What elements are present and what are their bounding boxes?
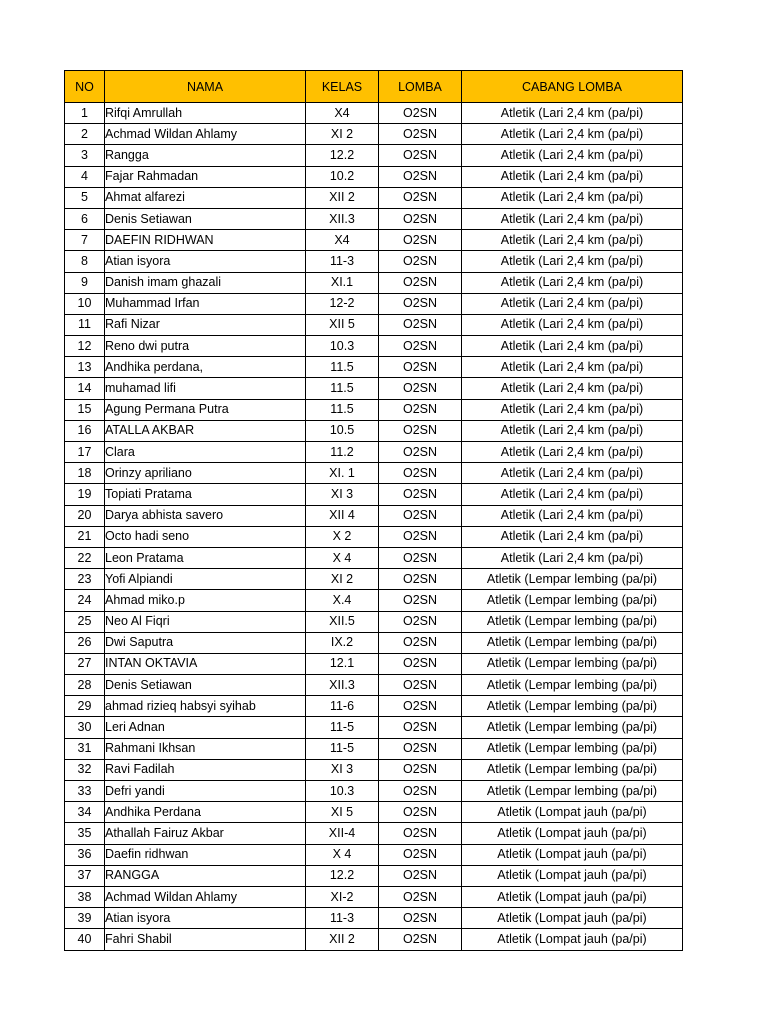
row-number: 13 [65, 357, 105, 378]
class-cell: 11.2 [306, 442, 379, 463]
row-number: 21 [65, 526, 105, 547]
competition-cell: O2SN [379, 865, 462, 886]
competition-cell: O2SN [379, 442, 462, 463]
table-row [65, 526, 683, 547]
competition-cell: O2SN [379, 484, 462, 505]
row-number: 7 [65, 230, 105, 251]
class-cell: X.4 [306, 590, 379, 611]
class-cell: 11-3 [306, 251, 379, 272]
class-cell: XI 2 [306, 124, 379, 145]
table-row [65, 675, 683, 696]
row-number: 33 [65, 781, 105, 802]
table-row [65, 463, 683, 484]
row-number: 4 [65, 166, 105, 187]
participant-table [64, 70, 683, 951]
class-cell: 11-3 [306, 908, 379, 929]
participant-name: ATALLA AKBAR [105, 420, 306, 441]
class-cell: X4 [306, 103, 379, 124]
table-row [65, 357, 683, 378]
class-cell: XII 4 [306, 505, 379, 526]
competition-cell: O2SN [379, 399, 462, 420]
table-row [65, 929, 683, 950]
participant-name: Clara [105, 442, 306, 463]
table-row [65, 166, 683, 187]
competition-cell: O2SN [379, 886, 462, 907]
sport-branch-cell: Atletik (Lari 2,4 km (pa/pi) [462, 145, 683, 166]
participant-name: Rahmani Ikhsan [105, 738, 306, 759]
sport-branch-cell: Atletik (Lari 2,4 km (pa/pi) [462, 208, 683, 229]
row-number: 28 [65, 675, 105, 696]
table-row [65, 187, 683, 208]
table-row [65, 653, 683, 674]
sport-branch-cell: Atletik (Lari 2,4 km (pa/pi) [462, 484, 683, 505]
competition-cell: O2SN [379, 611, 462, 632]
competition-cell: O2SN [379, 675, 462, 696]
table-row [65, 844, 683, 865]
participant-name: Darya abhista savero [105, 505, 306, 526]
row-number: 10 [65, 293, 105, 314]
sport-branch-cell: Atletik (Lompat jauh (pa/pi) [462, 823, 683, 844]
participant-name: Denis Setiawan [105, 208, 306, 229]
competition-cell: O2SN [379, 251, 462, 272]
row-number: 14 [65, 378, 105, 399]
participant-name: Atian isyora [105, 251, 306, 272]
sport-branch-cell: Atletik (Lari 2,4 km (pa/pi) [462, 505, 683, 526]
competition-cell: O2SN [379, 781, 462, 802]
participant-name: Leri Adnan [105, 717, 306, 738]
class-cell: X 4 [306, 844, 379, 865]
sport-branch-cell: Atletik (Lempar lembing (pa/pi) [462, 738, 683, 759]
participant-name: Topiati Pratama [105, 484, 306, 505]
row-number: 24 [65, 590, 105, 611]
participant-name: Rafi Nizar [105, 314, 306, 335]
class-cell: 10.2 [306, 166, 379, 187]
sport-branch-cell: Atletik (Lari 2,4 km (pa/pi) [462, 420, 683, 441]
row-number: 32 [65, 759, 105, 780]
row-number: 27 [65, 653, 105, 674]
class-cell: 12.2 [306, 865, 379, 886]
class-cell: XI.1 [306, 272, 379, 293]
row-number: 15 [65, 399, 105, 420]
class-cell: XII 5 [306, 314, 379, 335]
competition-cell: O2SN [379, 717, 462, 738]
sport-branch-cell: Atletik (Lari 2,4 km (pa/pi) [462, 124, 683, 145]
competition-cell: O2SN [379, 463, 462, 484]
competition-cell: O2SN [379, 929, 462, 950]
competition-cell: O2SN [379, 336, 462, 357]
row-number: 1 [65, 103, 105, 124]
row-number: 39 [65, 908, 105, 929]
competition-cell: O2SN [379, 526, 462, 547]
row-number: 20 [65, 505, 105, 526]
table-row [65, 908, 683, 929]
table-row [65, 442, 683, 463]
table-row [65, 420, 683, 441]
table-row [65, 886, 683, 907]
row-number: 37 [65, 865, 105, 886]
sport-branch-cell: Atletik (Lari 2,4 km (pa/pi) [462, 251, 683, 272]
table-row [65, 717, 683, 738]
sport-branch-cell: Atletik (Lempar lembing (pa/pi) [462, 611, 683, 632]
class-cell: X 2 [306, 526, 379, 547]
sport-branch-cell: Atletik (Lempar lembing (pa/pi) [462, 781, 683, 802]
table-row [65, 738, 683, 759]
row-number: 26 [65, 632, 105, 653]
row-number: 11 [65, 314, 105, 335]
participant-name: Octo hadi seno [105, 526, 306, 547]
competition-cell: O2SN [379, 124, 462, 145]
sport-branch-cell: Atletik (Lempar lembing (pa/pi) [462, 675, 683, 696]
competition-cell: O2SN [379, 908, 462, 929]
row-number: 31 [65, 738, 105, 759]
competition-cell: O2SN [379, 653, 462, 674]
participant-name: Ravi Fadilah [105, 759, 306, 780]
sport-branch-cell: Atletik (Lari 2,4 km (pa/pi) [462, 357, 683, 378]
sport-branch-cell: Atletik (Lari 2,4 km (pa/pi) [462, 463, 683, 484]
participant-name: Achmad Wildan Ahlamy [105, 886, 306, 907]
table-row [65, 865, 683, 886]
class-cell: XII 2 [306, 929, 379, 950]
class-cell: XI 3 [306, 759, 379, 780]
row-number: 12 [65, 336, 105, 357]
class-cell: XII.3 [306, 675, 379, 696]
participant-name: Athallah Fairuz Akbar [105, 823, 306, 844]
sport-branch-cell: Atletik (Lari 2,4 km (pa/pi) [462, 526, 683, 547]
participant-name: INTAN OKTAVIA [105, 653, 306, 674]
competition-cell: O2SN [379, 823, 462, 844]
table-row [65, 781, 683, 802]
class-cell: 11.5 [306, 357, 379, 378]
row-number: 17 [65, 442, 105, 463]
class-cell: 11-5 [306, 717, 379, 738]
table-row [65, 399, 683, 420]
table-row [65, 336, 683, 357]
sport-branch-cell: Atletik (Lari 2,4 km (pa/pi) [462, 272, 683, 293]
class-cell: XII.5 [306, 611, 379, 632]
table-row [65, 208, 683, 229]
table-row [65, 124, 683, 145]
competition-cell: O2SN [379, 696, 462, 717]
table-row [65, 272, 683, 293]
competition-cell: O2SN [379, 590, 462, 611]
participant-name: Orinzy apriliano [105, 463, 306, 484]
row-number: 8 [65, 251, 105, 272]
class-cell: XI. 1 [306, 463, 379, 484]
table-body [65, 103, 683, 951]
competition-cell: O2SN [379, 145, 462, 166]
sport-branch-cell: Atletik (Lari 2,4 km (pa/pi) [462, 166, 683, 187]
sport-branch-cell: Atletik (Lari 2,4 km (pa/pi) [462, 187, 683, 208]
competition-cell: O2SN [379, 378, 462, 399]
class-cell: 11.5 [306, 399, 379, 420]
competition-cell: O2SN [379, 208, 462, 229]
sport-branch-cell: Atletik (Lompat jauh (pa/pi) [462, 844, 683, 865]
class-cell: 12.2 [306, 145, 379, 166]
competition-cell: O2SN [379, 759, 462, 780]
class-cell: 12.1 [306, 653, 379, 674]
class-cell: 11.5 [306, 378, 379, 399]
sport-branch-cell: Atletik (Lompat jauh (pa/pi) [462, 802, 683, 823]
competition-cell: O2SN [379, 187, 462, 208]
row-number: 16 [65, 420, 105, 441]
class-cell: XII.3 [306, 208, 379, 229]
class-cell: XI 2 [306, 569, 379, 590]
row-number: 34 [65, 802, 105, 823]
row-number: 6 [65, 208, 105, 229]
row-number: 22 [65, 547, 105, 568]
row-number: 40 [65, 929, 105, 950]
table-row [65, 230, 683, 251]
class-cell: 11-6 [306, 696, 379, 717]
column-header-nama: NAMA [105, 71, 306, 103]
table-row [65, 547, 683, 568]
class-cell: 11-5 [306, 738, 379, 759]
participant-name: Danish imam ghazali [105, 272, 306, 293]
class-cell: X 4 [306, 547, 379, 568]
table-row [65, 103, 683, 124]
participant-name: Defri yandi [105, 781, 306, 802]
column-header-lomba: LOMBA [379, 71, 462, 103]
competition-cell: O2SN [379, 632, 462, 653]
participant-name: Andhika perdana, [105, 357, 306, 378]
sport-branch-cell: Atletik (Lempar lembing (pa/pi) [462, 632, 683, 653]
table-row [65, 145, 683, 166]
table-row [65, 590, 683, 611]
participant-name: Denis Setiawan [105, 675, 306, 696]
participant-name: Rifqi Amrullah [105, 103, 306, 124]
class-cell: XI 3 [306, 484, 379, 505]
competition-cell: O2SN [379, 166, 462, 187]
table-row [65, 759, 683, 780]
table-row [65, 378, 683, 399]
participant-name: Neo Al Fiqri [105, 611, 306, 632]
participant-name: Achmad Wildan Ahlamy [105, 124, 306, 145]
table-row [65, 251, 683, 272]
sport-branch-cell: Atletik (Lari 2,4 km (pa/pi) [462, 230, 683, 251]
class-cell: XII 2 [306, 187, 379, 208]
sport-branch-cell: Atletik (Lari 2,4 km (pa/pi) [462, 293, 683, 314]
table-row [65, 293, 683, 314]
sport-branch-cell: Atletik (Lempar lembing (pa/pi) [462, 590, 683, 611]
participant-name: muhamad lifi [105, 378, 306, 399]
competition-cell: O2SN [379, 314, 462, 335]
row-number: 9 [65, 272, 105, 293]
sport-branch-cell: Atletik (Lompat jauh (pa/pi) [462, 886, 683, 907]
sport-branch-cell: Atletik (Lempar lembing (pa/pi) [462, 653, 683, 674]
row-number: 25 [65, 611, 105, 632]
class-cell: 12-2 [306, 293, 379, 314]
competition-cell: O2SN [379, 103, 462, 124]
sport-branch-cell: Atletik (Lari 2,4 km (pa/pi) [462, 314, 683, 335]
sport-branch-cell: Atletik (Lompat jauh (pa/pi) [462, 865, 683, 886]
participant-name: Leon Pratama [105, 547, 306, 568]
table-row [65, 314, 683, 335]
participant-name: Rangga [105, 145, 306, 166]
table-row [65, 569, 683, 590]
row-number: 18 [65, 463, 105, 484]
class-cell: 10.5 [306, 420, 379, 441]
participant-name: Fajar Rahmadan [105, 166, 306, 187]
row-number: 2 [65, 124, 105, 145]
class-cell: XI 5 [306, 802, 379, 823]
class-cell: 10.3 [306, 781, 379, 802]
competition-cell: O2SN [379, 547, 462, 568]
participant-name: Yofi Alpiandi [105, 569, 306, 590]
row-number: 3 [65, 145, 105, 166]
participant-name: Ahmad miko.p [105, 590, 306, 611]
row-number: 29 [65, 696, 105, 717]
column-header-no: NO [65, 71, 105, 103]
table-row [65, 632, 683, 653]
competition-cell: O2SN [379, 293, 462, 314]
participant-name: Reno dwi putra [105, 336, 306, 357]
sport-branch-cell: Atletik (Lari 2,4 km (pa/pi) [462, 442, 683, 463]
class-cell: XI-2 [306, 886, 379, 907]
table-row [65, 823, 683, 844]
participant-name: DAEFIN RIDHWAN [105, 230, 306, 251]
sport-branch-cell: Atletik (Lari 2,4 km (pa/pi) [462, 399, 683, 420]
participant-name: Ahmat alfarezi [105, 187, 306, 208]
competition-cell: O2SN [379, 505, 462, 526]
table-row [65, 696, 683, 717]
sport-branch-cell: Atletik (Lompat jauh (pa/pi) [462, 908, 683, 929]
class-cell: IX.2 [306, 632, 379, 653]
table-row [65, 802, 683, 823]
participant-name: Muhammad Irfan [105, 293, 306, 314]
competition-cell: O2SN [379, 272, 462, 293]
table-row [65, 484, 683, 505]
row-number: 30 [65, 717, 105, 738]
row-number: 19 [65, 484, 105, 505]
sport-branch-cell: Atletik (Lompat jauh (pa/pi) [462, 929, 683, 950]
competition-cell: O2SN [379, 357, 462, 378]
sport-branch-cell: Atletik (Lari 2,4 km (pa/pi) [462, 103, 683, 124]
participant-name: Agung Permana Putra [105, 399, 306, 420]
column-header-kelas: KELAS [306, 71, 379, 103]
participant-name: Daefin ridhwan [105, 844, 306, 865]
sport-branch-cell: Atletik (Lari 2,4 km (pa/pi) [462, 378, 683, 399]
row-number: 38 [65, 886, 105, 907]
sport-branch-cell: Atletik (Lempar lembing (pa/pi) [462, 696, 683, 717]
class-cell: 10.3 [306, 336, 379, 357]
column-header-cabang-lomba: CABANG LOMBA [462, 71, 683, 103]
competition-cell: O2SN [379, 569, 462, 590]
table-header-row [65, 71, 683, 103]
sport-branch-cell: Atletik (Lempar lembing (pa/pi) [462, 759, 683, 780]
participant-name: RANGGA [105, 865, 306, 886]
competition-cell: O2SN [379, 420, 462, 441]
participant-name: ahmad rizieq habsyi syihab [105, 696, 306, 717]
row-number: 23 [65, 569, 105, 590]
competition-cell: O2SN [379, 738, 462, 759]
row-number: 35 [65, 823, 105, 844]
table-row [65, 505, 683, 526]
participant-name: Atian isyora [105, 908, 306, 929]
participant-name: Andhika Perdana [105, 802, 306, 823]
participant-name: Fahri Shabil [105, 929, 306, 950]
competition-cell: O2SN [379, 230, 462, 251]
table-row [65, 611, 683, 632]
sport-branch-cell: Atletik (Lempar lembing (pa/pi) [462, 569, 683, 590]
participant-name: Dwi Saputra [105, 632, 306, 653]
sport-branch-cell: Atletik (Lari 2,4 km (pa/pi) [462, 547, 683, 568]
class-cell: XII-4 [306, 823, 379, 844]
sport-branch-cell: Atletik (Lempar lembing (pa/pi) [462, 717, 683, 738]
competition-cell: O2SN [379, 844, 462, 865]
class-cell: X4 [306, 230, 379, 251]
sport-branch-cell: Atletik (Lari 2,4 km (pa/pi) [462, 336, 683, 357]
row-number: 36 [65, 844, 105, 865]
row-number: 5 [65, 187, 105, 208]
competition-cell: O2SN [379, 802, 462, 823]
